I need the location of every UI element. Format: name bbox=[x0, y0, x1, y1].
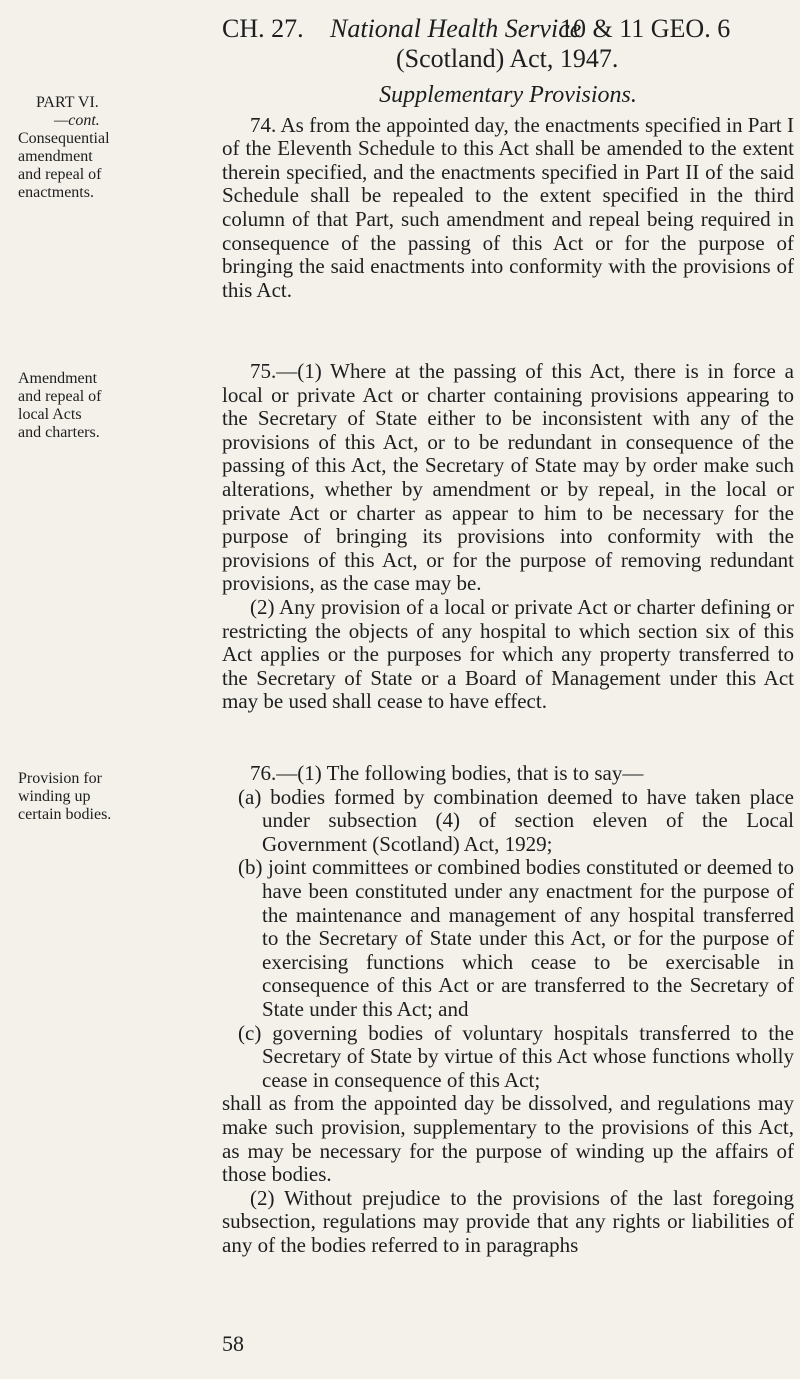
section-75-2: (2) Any provision of a local or private Act or charter defining or restricting the objects of any hospital to which section six of this Act applies or the purposes for which any property transferred to the Secretary of State or a Board of Management under this Act may be used shall cease to have effect. bbox=[222, 594, 794, 714]
section-76-intro: 76.—(1) The following bodies, that is to say— bbox=[250, 761, 644, 785]
section-heading: Supplementary Provisions. bbox=[379, 82, 637, 108]
body-text-75 bbox=[222, 360, 794, 714]
margin-line: and repeal of bbox=[18, 388, 102, 405]
margin-line: winding up bbox=[18, 788, 91, 805]
margin-line: local Acts bbox=[18, 406, 82, 423]
margin-line: Consequential bbox=[18, 130, 110, 147]
section-76-2: (2) Without prejudice to the provisions of the last foregoing subsection, regulations may provide that any rights or liabilities of any of the bodies referred to in paragraphs bbox=[222, 1185, 794, 1257]
margin-line: and repeal of bbox=[18, 166, 102, 183]
section-76-tail: shall as from the appointed day be dissolved, and regulations may make such provision, supplementary to the provisions of this Act, as may be necessary for the purpose of winding up the affairs of those bodies. bbox=[222, 1091, 794, 1187]
margin-line: enactments. bbox=[18, 184, 94, 201]
section-76-c: (c) governing bodies of voluntary hospitals transferred to the Secretary of State by virtue of this Act whose functions wholly cease in consequence of this Act; bbox=[238, 1020, 794, 1092]
running-header bbox=[0, 14, 800, 76]
margin-note-75 bbox=[18, 370, 148, 442]
section-75-1: 75.—(1) Where at the passing of this Act, there is in force a local or private Act or charter containing provisions appearing to the Secretary of State either to be inconsistent with any of the provisions of this Act, or to be redundant in consequence of the passing of this Act, the Secretary of State may by order make such alterations, whether by amendment or by repeal, in the local or private Act or charter as appear to him to be necessary for the purpose of bringing its provisions into conformity with the provisions of this Act, or for the purpose of removing redundant provisions, as the case may be. bbox=[222, 359, 794, 596]
margin-line: Amendment bbox=[18, 370, 98, 387]
margin-note-74 bbox=[18, 94, 148, 202]
margin-line: Provision for bbox=[18, 770, 102, 787]
chapter-label: CH. 27. bbox=[222, 14, 304, 43]
body-text-74 bbox=[222, 84, 794, 302]
section-74: 74. As from the appointed day, the enactments specified in Part I of the Eleventh Schedule to this Act shall be amended to the extent therein specified, and the enactments specified in Part II of the said Schedule shall be repealed to the extent specified in the third column of that Part, such amendment and repeal being required in consequence of the passing of this Act or for the purpose of bringing the said enactments into conformity with the provisions of this Act. bbox=[222, 112, 794, 302]
part-label: PART VI. bbox=[36, 94, 99, 111]
act-title: National Health Service bbox=[330, 14, 582, 43]
margin-line: amendment bbox=[18, 148, 93, 165]
section-76-a: (a) bodies formed by combination deemed to have taken place under subsection (4) of section eleven of the Local Government (Scotland) Act, 1929; bbox=[238, 784, 794, 856]
margin-note-76 bbox=[18, 770, 148, 824]
margin-line: and charters. bbox=[18, 424, 100, 441]
body-text-76 bbox=[222, 762, 794, 1257]
margin-line: certain bodies. bbox=[18, 806, 112, 823]
page-number: 58 bbox=[222, 1331, 244, 1356]
act-subtitle: (Scotland) Act, 1947. bbox=[396, 44, 619, 73]
regnal-year: 10 & 11 GEO. 6 bbox=[560, 14, 731, 43]
cont-label: —cont. bbox=[54, 112, 100, 129]
section-76-b: (b) joint committees or combined bodies constituted or deemed to have been constituted under any enactment for the purpose of the maintenance and management of any hospital transferred to the Secretary of State under this Act, or for the purpose of exercising functions which cease to be exercisable in consequence of this Act or are transferred to the Secretary of State under this Act; and bbox=[238, 855, 794, 1021]
